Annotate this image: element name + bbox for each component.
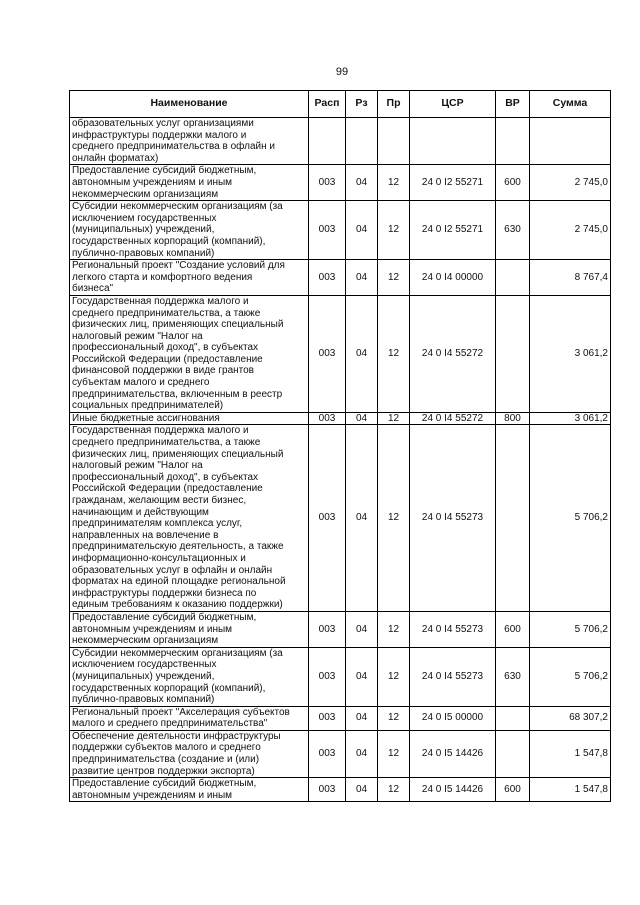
cell-name: Обеспечение деятельности инфраструктуры поддержки субъектов малого и среднего предпринимательства (создание и (или) развитие центров поддержки экспорта) xyxy=(70,730,309,777)
cell-sum: 68 307,2 xyxy=(530,706,611,730)
cell-rasp: 003 xyxy=(309,260,346,296)
cell-rz: 04 xyxy=(346,412,378,425)
cell-rz: 04 xyxy=(346,260,378,296)
cell-rz: 04 xyxy=(346,611,378,647)
cell-rz: 04 xyxy=(346,730,378,777)
table-row xyxy=(70,295,611,412)
header-vr: ВР xyxy=(496,91,530,118)
cell-name: Субсидии некоммерческим организациям (за исключением государственных (муниципальных) учреждений, государственных корпораций (компаний), публично-правовых компаний) xyxy=(70,201,309,260)
cell-name: Предоставление субсидий бюджетным, автономным учреждениям и иным xyxy=(70,778,309,802)
cell-csr: 24 0 I4 55273 xyxy=(410,611,496,647)
cell-vr: 600 xyxy=(496,611,530,647)
cell-csr xyxy=(410,118,496,165)
cell-sum: 8 767,4 xyxy=(530,260,611,296)
cell-vr: 630 xyxy=(496,201,530,260)
cell-pr: 12 xyxy=(378,647,410,706)
cell-vr: 600 xyxy=(496,778,530,802)
cell-vr xyxy=(496,706,530,730)
cell-rasp: 003 xyxy=(309,706,346,730)
table-row xyxy=(70,118,611,165)
cell-rz: 04 xyxy=(346,706,378,730)
cell-csr: 24 0 I5 00000 xyxy=(410,706,496,730)
cell-pr: 12 xyxy=(378,165,410,201)
cell-name: Предоставление субсидий бюджетным, автономным учреждениям и иным некоммерческим организациям xyxy=(70,165,309,201)
cell-csr: 24 0 I2 55271 xyxy=(410,201,496,260)
header-csr: ЦСР xyxy=(410,91,496,118)
table-body xyxy=(70,118,611,802)
cell-sum: 5 706,2 xyxy=(530,425,611,612)
cell-csr: 24 0 I5 14426 xyxy=(410,778,496,802)
cell-sum xyxy=(530,118,611,165)
cell-pr: 12 xyxy=(378,611,410,647)
cell-csr: 24 0 I4 55273 xyxy=(410,425,496,612)
cell-rasp: 003 xyxy=(309,730,346,777)
table-row xyxy=(70,201,611,260)
table-header-row xyxy=(70,91,611,118)
cell-rz: 04 xyxy=(346,201,378,260)
cell-sum: 3 061,2 xyxy=(530,295,611,412)
table-row xyxy=(70,260,611,296)
table-row xyxy=(70,706,611,730)
header-rz: Рз xyxy=(346,91,378,118)
cell-rasp: 003 xyxy=(309,611,346,647)
cell-rz xyxy=(346,118,378,165)
cell-rz: 04 xyxy=(346,647,378,706)
cell-vr xyxy=(496,295,530,412)
cell-sum: 2 745,0 xyxy=(530,165,611,201)
cell-name: Государственная поддержка малого и среднего предпринимательства, а также физических лиц, применяющих специальный налоговый режим "Налог на профессиональный доход", в субъектах Российской Федерации (предоставление гражданам, желающим вести бизнес, начинающим и действующим предпринимателям комплекса услуг, направленных на вовлечение в предпринимательскую деятельность, а также информационно-консультационных и образовательных услуг в офлайн и онлайн форматах на единой площадке региональной инфраструктуры поддержки бизнеса по единым требованиям к оказанию поддержки) xyxy=(70,425,309,612)
cell-sum: 5 706,2 xyxy=(530,647,611,706)
cell-pr: 12 xyxy=(378,201,410,260)
cell-rasp: 003 xyxy=(309,425,346,612)
cell-sum: 1 547,8 xyxy=(530,730,611,777)
cell-pr: 12 xyxy=(378,730,410,777)
table-row xyxy=(70,165,611,201)
cell-sum: 3 061,2 xyxy=(530,412,611,425)
cell-vr xyxy=(496,118,530,165)
cell-name: образовательных услуг организациями инфраструктуры поддержки малого и среднего предпринимательства в офлайн и онлайн форматах) xyxy=(70,118,309,165)
table-row xyxy=(70,647,611,706)
table-row xyxy=(70,425,611,612)
cell-vr: 630 xyxy=(496,647,530,706)
page-number: 99 xyxy=(335,66,349,78)
cell-csr: 24 0 I4 00000 xyxy=(410,260,496,296)
cell-csr: 24 0 I4 55272 xyxy=(410,295,496,412)
cell-csr: 24 0 I5 14426 xyxy=(410,730,496,777)
cell-csr: 24 0 I2 55271 xyxy=(410,165,496,201)
cell-sum: 5 706,2 xyxy=(530,611,611,647)
table-row xyxy=(70,778,611,802)
budget-table xyxy=(69,90,611,802)
cell-pr: 12 xyxy=(378,778,410,802)
cell-name: Государственная поддержка малого и среднего предпринимательства, а также физических лиц, применяющих специальный налоговый режим "Налог на профессиональный доход", в субъектах Российской Федерации (предоставление финансовой поддержки в виде грантов субъектам малого и среднего предпринимательства, включенным в реестр социальных предпринимателей) xyxy=(70,295,309,412)
cell-rasp: 003 xyxy=(309,778,346,802)
cell-vr: 600 xyxy=(496,165,530,201)
cell-name: Предоставление субсидий бюджетным, автономным учреждениям и иным некоммерческим организациям xyxy=(70,611,309,647)
header-rasp: Расп xyxy=(309,91,346,118)
header-pr: Пр xyxy=(378,91,410,118)
cell-rasp xyxy=(309,118,346,165)
cell-vr xyxy=(496,730,530,777)
cell-rasp: 003 xyxy=(309,412,346,425)
cell-pr: 12 xyxy=(378,295,410,412)
cell-rz: 04 xyxy=(346,295,378,412)
cell-name: Региональный проект "Создание условий для легкого старта и комфортного ведения бизнеса" xyxy=(70,260,309,296)
cell-pr xyxy=(378,118,410,165)
header-name: Наименование xyxy=(70,91,309,118)
cell-pr: 12 xyxy=(378,706,410,730)
cell-rz: 04 xyxy=(346,778,378,802)
cell-name: Иные бюджетные ассигнования xyxy=(70,412,309,425)
cell-vr: 800 xyxy=(496,412,530,425)
cell-name: Субсидии некоммерческим организациям (за исключением государственных (муниципальных) учреждений, государственных корпораций (компаний), публично-правовых компаний) xyxy=(70,647,309,706)
table-row xyxy=(70,611,611,647)
cell-csr: 24 0 I4 55273 xyxy=(410,647,496,706)
cell-vr xyxy=(496,425,530,612)
cell-sum: 2 745,0 xyxy=(530,201,611,260)
cell-rz: 04 xyxy=(346,425,378,612)
cell-rasp: 003 xyxy=(309,165,346,201)
header-sum: Сумма xyxy=(530,91,611,118)
cell-pr: 12 xyxy=(378,412,410,425)
cell-name: Региональный проект "Акселерация субъектов малого и среднего предпринимательства" xyxy=(70,706,309,730)
cell-rz: 04 xyxy=(346,165,378,201)
table-row xyxy=(70,730,611,777)
cell-rasp: 003 xyxy=(309,295,346,412)
cell-sum: 1 547,8 xyxy=(530,778,611,802)
cell-pr: 12 xyxy=(378,425,410,612)
cell-csr: 24 0 I4 55272 xyxy=(410,412,496,425)
table-row xyxy=(70,412,611,425)
cell-pr: 12 xyxy=(378,260,410,296)
cell-rasp: 003 xyxy=(309,201,346,260)
cell-vr xyxy=(496,260,530,296)
cell-rasp: 003 xyxy=(309,647,346,706)
